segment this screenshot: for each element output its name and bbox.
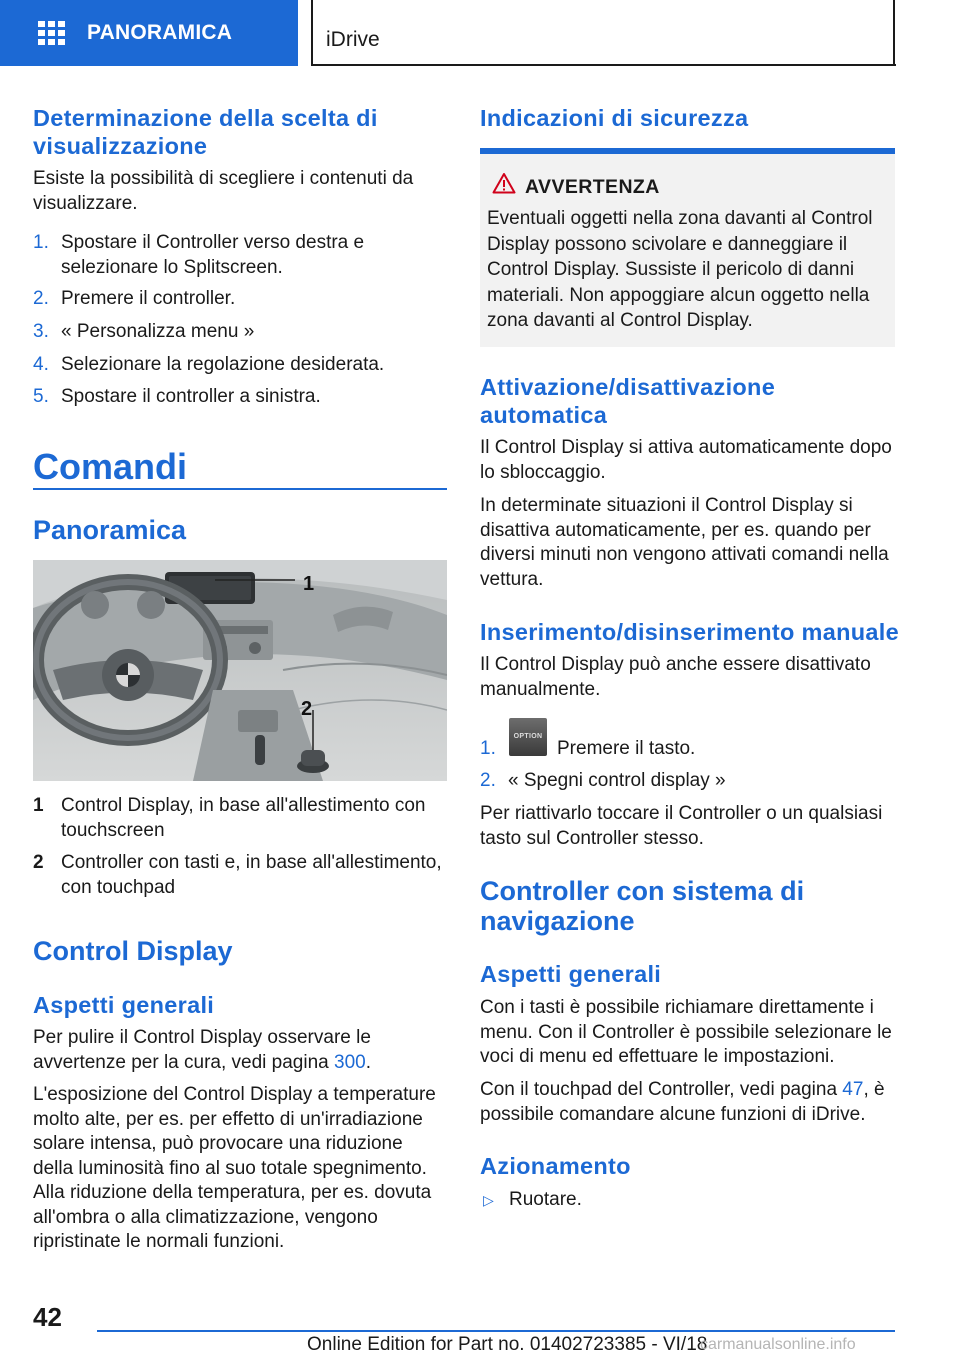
list-number: 4. (33, 354, 49, 375)
heading-inserimento: Inserimento/disinserimento manuale (480, 619, 899, 645)
paragraph-attiv-2: In determinate situazioni il Control Display si disattiva automaticamente, per es. quando per diversi minuti non vengono attivati comandi nella vettura. (480, 495, 889, 590)
warning-triangle-icon (492, 172, 516, 194)
dashboard-illustration (33, 560, 447, 781)
heading-attivazione: Attivazione/disattivazione automatica (480, 374, 776, 428)
list-number: 2. (480, 770, 496, 791)
legend-number: 2 (33, 852, 44, 873)
warning-box (480, 148, 895, 347)
footer-watermark: carmanualsonline.info (700, 1336, 856, 1353)
warning-title: AVVERTENZA (525, 176, 660, 198)
grid-menu-icon (38, 21, 66, 45)
paragraph-attiv-1: Il Control Display si attiva automaticamente dopo lo sbloccaggio. (480, 437, 892, 483)
paragraph-controller-2-tail: è possibile comandare alcune funzioni di iDrive. (480, 1079, 885, 1125)
paragraph-controller-1: Con i tasti è possibile richiamare direttamente i menu. Con il Controller è possibile selezionare le voci di menu ed effettuare le impostazioni. (480, 997, 892, 1067)
heading-controller: Controller con sistema di navigazione (480, 876, 805, 936)
paragraph-intro: Esiste la possibilità di scegliere i contenuti da visualizzare. (33, 168, 414, 214)
list-text: Premere il tasto. (557, 738, 696, 759)
option-button-icon: OPTION (509, 718, 547, 756)
paragraph-cura-text: Per pulire il Control Display osservare le avvertenze per la cura, vedi pagina (33, 1027, 371, 1073)
heading-sicurezza: Indicazioni di sicurezza (480, 105, 749, 131)
header-nav-tab[interactable] (0, 0, 298, 66)
list-text: « Spegni control display » (508, 770, 726, 791)
list-text: « Personalizza menu » (61, 321, 255, 342)
paragraph-inser-2: Per riattivarlo toccare il Controller o un qualsiasi tasto sul Controller stesso. (480, 803, 883, 849)
list-number: 5. (33, 386, 49, 407)
header-nav-label: PANORAMICA (87, 21, 233, 44)
heading-panoramica: Panoramica (33, 515, 187, 545)
legend-text: Controller con tasti e, in base all'allestimento, con touchpad (61, 852, 442, 898)
heading-control-display: Control Display (33, 936, 233, 966)
list-number: 1. (33, 232, 49, 253)
header-underline (311, 64, 896, 66)
header-divider (311, 0, 313, 66)
heading-azionamento: Azionamento (480, 1153, 631, 1179)
footer-edition: Online Edition for Part no. 01402723385 - VI/18 (307, 1334, 708, 1355)
legend-number: 1 (33, 795, 44, 816)
list-number: 1. (480, 738, 496, 759)
list-number: 2. (33, 288, 49, 309)
footer-rule (97, 1330, 895, 1332)
paragraph-inser-1: Il Control Display può anche essere disattivato manualmente. (480, 654, 871, 700)
page-link-47[interactable]: 47 (842, 1079, 864, 1100)
list-text: Premere il controller. (61, 288, 236, 309)
legend-text: Control Display, in base all'allestimento con touchscreen (61, 795, 426, 841)
header-section-title: iDrive (326, 28, 380, 51)
list-text: Spostare il Controller verso destra e selezionare lo Splitscreen. (61, 232, 365, 278)
heading-aspetti-generali-right: Aspetti generali (480, 961, 662, 987)
page-link-300[interactable]: 300 (334, 1051, 366, 1073)
triangle-bullet-icon: ▷ (483, 1192, 494, 1208)
chapter-title: Comandi (33, 446, 188, 487)
page-number: 42 (33, 1302, 62, 1332)
list-text: Selezionare la regolazione desiderata. (61, 354, 385, 375)
chapter-rule (33, 488, 447, 490)
list-number: 3. (33, 321, 49, 342)
callout-1: 1 (303, 573, 315, 595)
heading-aspetti-generali: Aspetti generali (33, 992, 215, 1018)
paragraph-controller-2-text: Con il touchpad del Controller, vedi pagina (480, 1079, 838, 1100)
heading-determinazione: Determinazione della scelta di visualizzazione (33, 105, 378, 159)
list-text: Ruotare. (509, 1189, 582, 1210)
paragraph-cura: Per pulire il Control Display osservare le avvertenze per la cura, vedi pagina 300. (33, 1027, 371, 1073)
paragraph-controller-2: Con il touchpad del Controller, vedi pagina 47, è possibile comandare alcune funzioni di iDrive. (480, 1079, 885, 1125)
list-text: Spostare il controller a sinistra. (61, 386, 321, 407)
warning-text: Eventuali oggetti nella zona davanti al Control Display possono scivolare e danneggiare il Control Display. Sussiste il pericolo di danni materiali. Non appoggiare alcun oggetto nella zona davanti al Control Display. (487, 208, 873, 331)
header-end-divider (893, 0, 895, 66)
callout-2: 2 (301, 698, 313, 720)
paragraph-temperature: L'esposizione del Control Display a temperature molto alte, per es. per effetto di un'irradiazione solare intensa, può provocare una riduzione della luminosità fino al suo totale spegnimento. Alla riduzione della temperatura, per es. dovuta all'ombra o alla climatizzazione, vengono ripristinate le normali funzioni. (33, 1084, 436, 1252)
